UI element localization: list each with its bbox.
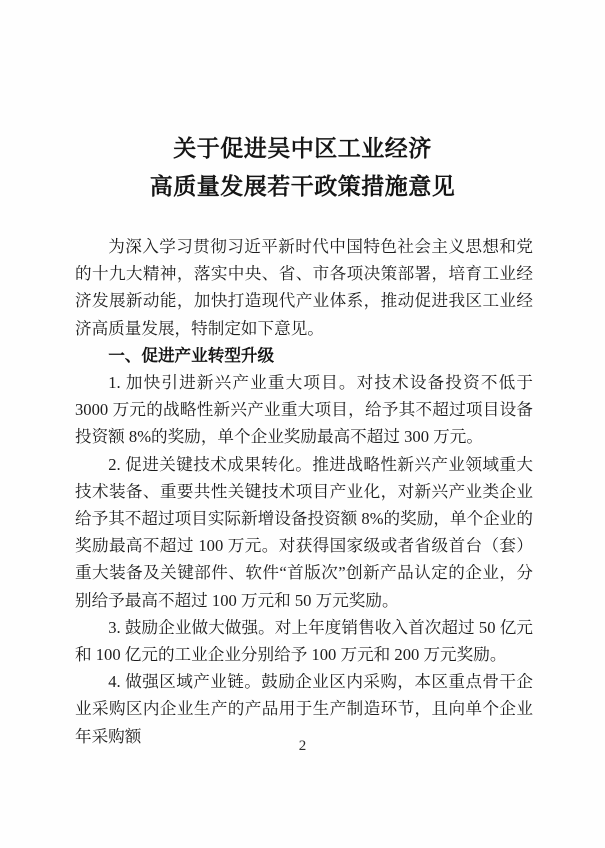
policy-item-4: 4. 做强区域产业链。鼓励企业区内采购，本区重点骨干企业采购区内企业生产的产品用于生产制造环节，且向单个企业年采购额 [75,672,533,746]
policy-item-2: 2. 促进关键技术成果转化。推进战略性新兴产业领域重大技术装备、重要共性关键技术项目产业化，对新兴产业类企业给予其不超过项目实际新增设备投资额 8%的奖励，单个企业的奖励最高不超过 100 万元。对获得国家级或者省级首台（套）重大装备及关键部件、软件“首版次”创新产品认定的企业，分别给予最高不超过 100 万元和 50 万元奖励。 [75,454,533,610]
document-body [75,233,533,750]
intro-paragraph: 为深入学习贯彻习近平新时代中国特色社会主义思想和党的十九大精神，落实中央、省、市各项决策部署，培育工业经济发展新动能，加快打造现代产业体系，推动促进我区工业经济高质量发展，特制定如下意见。 [75,237,533,338]
page-number: 2 [298,738,307,754]
document-title [0,0,605,206]
document-title-line-1: 关于促进吴中区工业经济 [173,136,432,161]
document-title-line-2: 高质量发展若干政策措施意见 [149,174,456,199]
policy-item-1: 1. 加快引进新兴产业重大项目。对技术设备投资不低于 3000 万元的战略性新兴产业重大项目，给予其不超过项目设备投资额 8%的奖励，单个企业奖励最高不超过 300 万元。 [75,373,533,447]
policy-item-3: 3. 鼓励企业做大做强。对上年度销售收入首次超过 50 亿元和 100 亿元的工业企业分别给予 100 万元和 200 万元奖励。 [75,617,533,665]
section-heading-1: 一、促进产业转型升级 [108,345,275,365]
